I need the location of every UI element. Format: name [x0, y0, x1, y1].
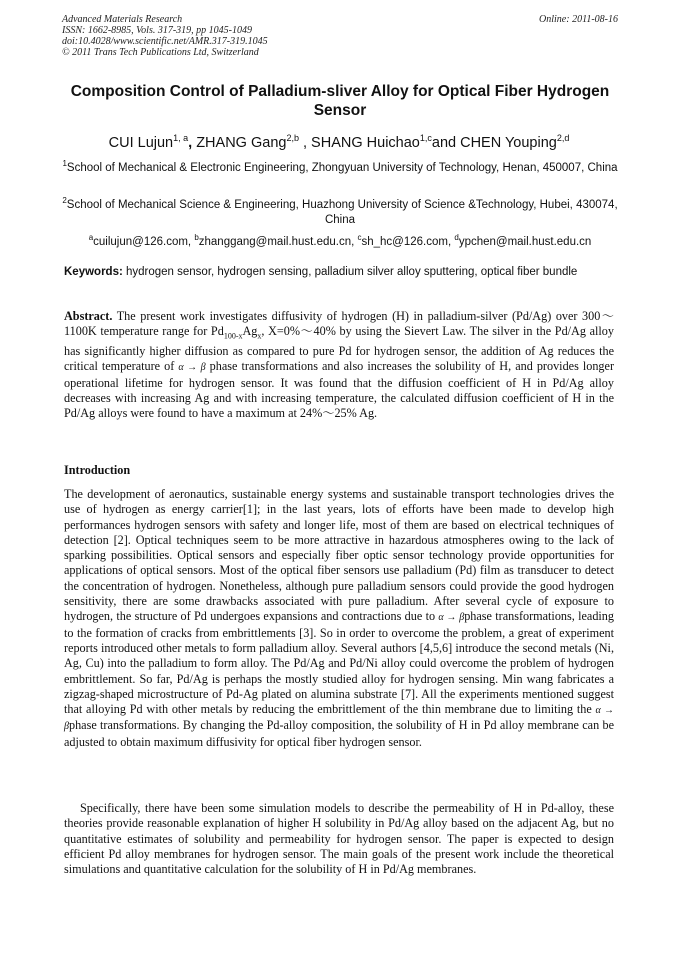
author-name: CUI Lujun	[108, 134, 174, 151]
author-affil-sup: 2,d	[556, 133, 570, 143]
email-line	[60, 230, 620, 250]
keywords-label: Keywords:	[64, 266, 123, 278]
abstract-text: phase transformations and also increases the solubility of H, and provides longer operational lifetime for hydrogen sensor. It was found that the diffusion coefficient of H in Pd/Ag alloy decreases with increasing Ag and with increasing temperature, the calculated diffusion coefficient of H in the Pd/Ag alloys were found to have a maximum at 24%～25% Ag.	[64, 359, 614, 421]
email-sup: a	[88, 233, 94, 242]
issn-line: ISSN: 1662-8985, Vols. 317-319, pp 1045-1049	[62, 25, 252, 36]
keywords-text: hydrogen sensor, hydrogen sensing, palladium silver alloy sputtering, optical fiber bundle	[122, 266, 578, 278]
phase-transition-formula: α → β	[178, 362, 206, 374]
email-sup: d	[454, 233, 459, 242]
email-sup: b	[194, 233, 199, 242]
journal-header	[62, 14, 618, 58]
author-sep: ,	[298, 134, 308, 151]
author-sep: ,	[188, 134, 193, 151]
author-name: CHEN Youping	[456, 134, 557, 151]
introduction-heading: Introduction	[64, 463, 131, 477]
abstract-label: Abstract.	[64, 309, 113, 323]
phase-transition-formula: α → β	[64, 705, 615, 733]
abstract-text: Ag	[242, 324, 258, 339]
abstract-text: , X=0%～40% by using the Sievert Law. The silver in the Pd/Ag alloy has significantly higher diffusion as compared to pure Pd for hydrogen sensor, the addition of Ag reduces the critical temperature of	[64, 324, 614, 374]
paragraph-text: phase transformations. By changing the Pd-alloy composition, the solubility of H in Pd alloy membrane can be adjusted to obtain maximum diffusivity for optical fiber hydrogen sensor.	[64, 718, 614, 749]
email-link[interactable]: cuilujun@126.com,	[93, 235, 195, 248]
email-link[interactable]: sh_hc@126.com,	[361, 235, 455, 248]
abstract-section	[64, 309, 614, 422]
phase-transition-formula: α → β	[438, 612, 465, 624]
author-affil-sup: 2,b	[286, 133, 299, 143]
paragraph-text: phase transformations, leading to the formation of cracks from embrittlements [3]. So in order to overcome the problem, a great of experiment reports introduced other metals to form palladium alloy. Several authors [4,5,6] introduce the second metals (Ni, Ag, Cu) into the palladium to form alloy. The Pd/Ag and Pd/Ni alloy could overcome the problem of hydrogen embrittlement. So far, Pd/Ag is perhaps the mostly studied alloy for hydrogen sensing. Min wang fabricates a zigzag-shaped microstructure of Pd-Ag plated on alumina substrate [7]. All the experiments mentioned suggest that alloying Pd with other metals by reducing the embrittlement of the thin membrane due to limiting the	[64, 609, 614, 717]
author-affil-sup: 1,c	[419, 133, 432, 143]
subscript: x	[257, 331, 262, 341]
email-link[interactable]: zhanggang@mail.hust.edu.cn,	[198, 235, 358, 248]
doi-line: doi:10.4028/www.scientific.net/AMR.317-319.1045	[62, 36, 268, 47]
copyright-line: © 2011 Trans Tech Publications Ltd, Switzerland	[62, 47, 259, 58]
author-list	[30, 128, 648, 153]
affiliation-text: School of Mechanical & Electronic Engineering, Zhongyuan University of Technology, Henan, 450007, China	[66, 161, 618, 174]
journal-name: Advanced Materials Research	[62, 14, 183, 25]
author-sep: and	[431, 134, 457, 151]
subscript: 100-x	[223, 331, 243, 341]
email-sup: c	[357, 233, 362, 242]
author-affil-sup: 1, a	[173, 133, 189, 143]
affiliation-sup: 1	[62, 159, 67, 168]
author-name: ZHANG Gang	[192, 134, 287, 151]
affiliation-2	[60, 193, 620, 228]
paragraph-text: The development of aeronautics, sustainable energy systems and sustainable transport technologies drives the use of hydrogen as energy carrier[1]; in the last years, lots of efforts have been made to develop high performances hydrogen sensors with safety and longer life, most of them are based on electrical techniques of detection [2]. Optical techniques seem to be more attractive in hazardous atmospheres owing to the lack of sparking possibilities. Optical sensors and especially fiber optic sensor technology provide opportunities for applications of optical sensors. Most of the optical fiber sensors use palladium (Pd) film as transducer to detect the concentration of hydrogen. Nonetheless, although pure palladium sensors could provide the good hydrogen sensitivity, there are some drawbacks associated with pure palladium. After several cycle of exposure to hydrogen, the structure of Pd undergoes expansions and contractions due to	[64, 487, 614, 624]
online-date: Online: 2011-08-16	[539, 14, 618, 25]
keywords-section	[64, 265, 614, 279]
email-link[interactable]: ypchen@mail.hust.edu.cn	[458, 235, 592, 248]
introduction-paragraph-1	[64, 487, 614, 750]
paper-title: Composition Control of Palladium-sliver Alloy for Optical Fiber Hydrogen Sensor	[70, 83, 610, 119]
abstract-text: The present work investigates diffusivity of hydrogen (H) in palladium-silver (Pd/Ag) over 300～1100K temperature range for Pd	[64, 309, 614, 339]
introduction-paragraph-2: Specifically, there have been some simulation models to describe the permeability of H in Pd-alloy, these theories provide reasonable explanation of higher H solubility in Pd/Ag alloy based on the adjacent Ag, but no quantitative estimates of solubility and permeability for hydrogen sensor. The paper is expected to design efficient Pd alloy membranes for hydrogen sensor. The main goals of the present work include the theoretical simulations and quantitative calculation for the solubility of H in Pd/Ag membranes.	[64, 801, 614, 877]
affiliation-sup: 2	[62, 196, 67, 205]
affiliation-text: School of Mechanical Science & Engineering, Huazhong University of Science &Technology, Hubei, 430074, China	[66, 198, 618, 226]
affiliation-1	[60, 156, 620, 176]
author-name: SHANG Huichao	[307, 134, 420, 151]
